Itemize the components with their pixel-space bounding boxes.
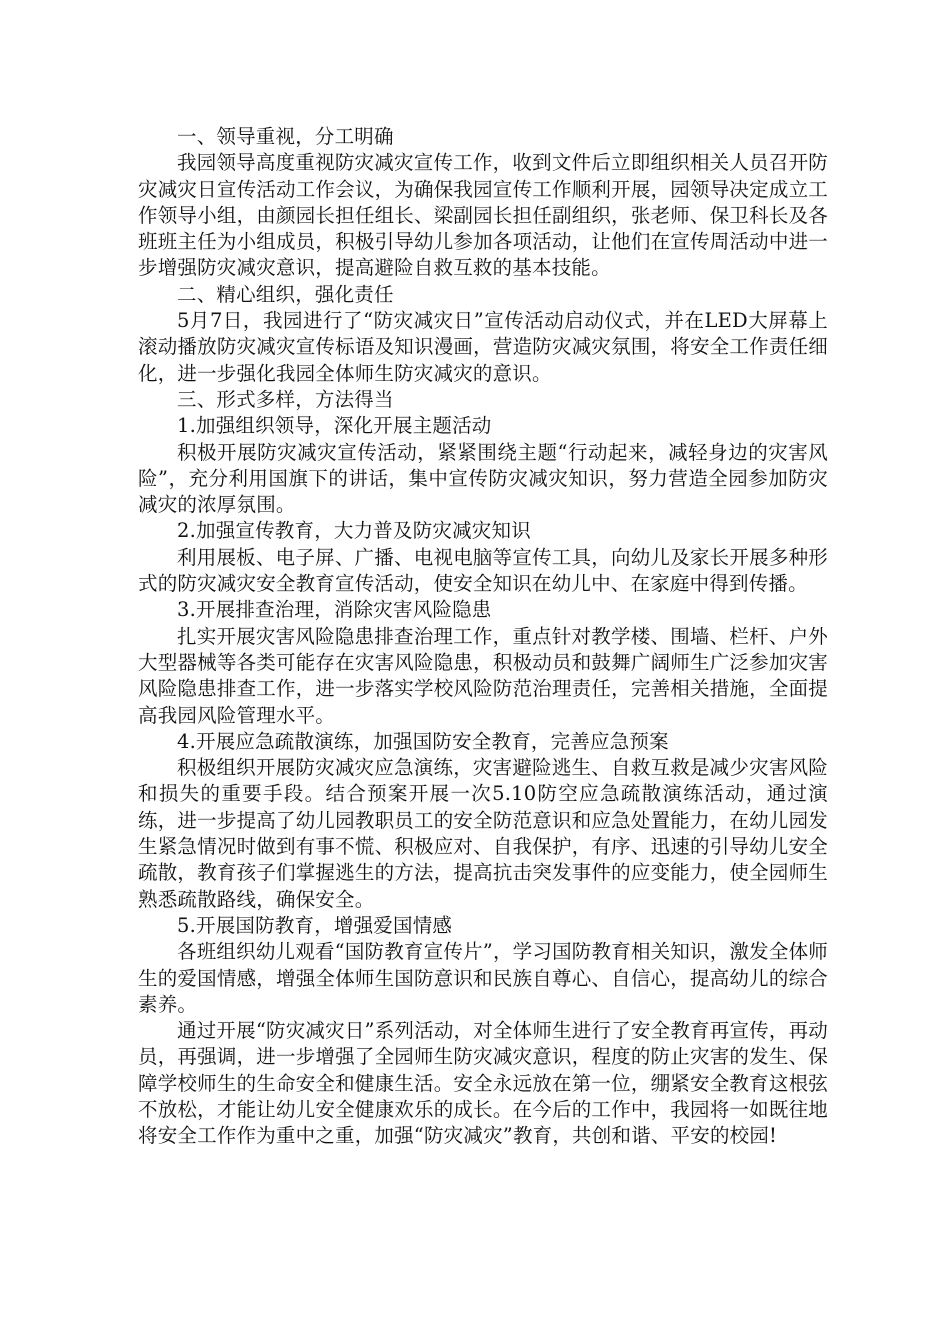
- subheading-2: 2.加强宣传教育，大力普及防灾减灾知识: [177, 519, 531, 543]
- paragraph-theme-activity: 积极开展防灾减灾宣传活动，紧紧围绕主题“行动起来，减轻身边的灾害风险”，充分利用国旗下的讲话，集中宣传防灾减灾知识，努力营造全园参加防灾减灾的浓厚氛围。: [138, 440, 828, 517]
- paragraph-evacuation-drill: 积极组织开展防灾减灾应急演练，灾害避险逃生、自救互救是减少灾害风险和损失的重要手段。结合预案开展一次5.10防空应急疏散演练活动，通过演练，进一步提高了幼儿园教职员工的安全防范意识和应急处置能力，在幼儿园发生紧急情况时做到有事不慌、积极应对、自我保护，有序、迅速的引导幼儿安全疏散，教育孩子们掌握逃生的方法，提高抗击突发事件的应变能力，使全园师生熟悉疏散路线，确保安全。: [138, 756, 828, 911]
- paragraph-national-defense: 各班组织幼儿观看“国防教育宣传片”，学习国防教育相关知识，激发全体师生的爱国情感，增强全体师生国防意识和民族自尊心、自信心，提高幼儿的综合素养。: [138, 940, 828, 1016]
- section-heading-3: 三、形式多样，方法得当: [177, 387, 394, 411]
- section-heading-2: 二、精心组织，强化责任: [177, 282, 394, 306]
- paragraph-publicity: 利用展板、电子屏、广播、电视电脑等宣传工具，向幼儿及家长开展多种形式的防灾减灾安全教育宣传活动，使安全知识在幼儿中、在家庭中得到传播。: [138, 545, 828, 596]
- paragraph-leadership: 我园领导高度重视防灾减灾宣传工作，收到文件后立即组织相关人员召开防灾减灾日宣传活动工作会议，为确保我园宣传工作顺利开展，园领导决定成立工作领导小组，由颜园长担任组长、梁副园长担任副组织，张老师、保卫科长及各班班主任为小组成员，积极引导幼儿参加各项活动，让他们在宣传周活动中进一步增强防灾减灾意识，提高避险自救互救的基本技能。: [138, 151, 828, 280]
- subheading-1: 1.加强组织领导，深化开展主题活动: [177, 414, 492, 438]
- paragraph-conclusion: 通过开展“防灾减灾日”系列活动，对全体师生进行了安全教育再宣传，再动员，再强调，进一步增强了全园师生防灾减灾意识，程度的防止灾害的发生、保障学校师生的生命安全和健康生活。安全永远放在第一位，绷紧安全教育这根弦不放松，才能让幼儿安全健康欢乐的成长。在今后的工作中，我园将一如既往地将安全工作作为重中之重，加强“防灾减灾”教育，共创和谐、平安的校园!: [138, 1019, 828, 1148]
- paragraph-launch-ceremony: 5月7日，我园进行了“防灾减灾日”宣传活动启动仪式，并在LED大屏幕上滚动播放防灾减灾宣传标语及知识漫画，营造防灾减灾氛围，将安全工作责任细化，进一步强化我园全体师生防灾减灾的意识。: [138, 309, 828, 385]
- subheading-4: 4.开展应急疏散演练，加强国防安全教育，完善应急预案: [177, 729, 669, 753]
- paragraph-hazard-check: 扎实开展灾害风险隐患排查治理工作，重点针对教学楼、围墙、栏杆、户外大型器械等各类可能存在灾害风险隐患，积极动员和鼓舞广阔师生广泛参加灾害风险隐患排查工作，进一步落实学校风险防范治理责任，完善相关措施，全面提高我园风险管理水平。: [138, 624, 828, 727]
- subheading-5: 5.开展国防教育，增强爱国情感: [177, 913, 453, 937]
- section-heading-1: 一、领导重视，分工明确: [177, 125, 394, 148]
- subheading-3: 3.开展排查治理，消除灾害风险隐患: [177, 598, 492, 622]
- document-body: [138, 124, 828, 1150]
